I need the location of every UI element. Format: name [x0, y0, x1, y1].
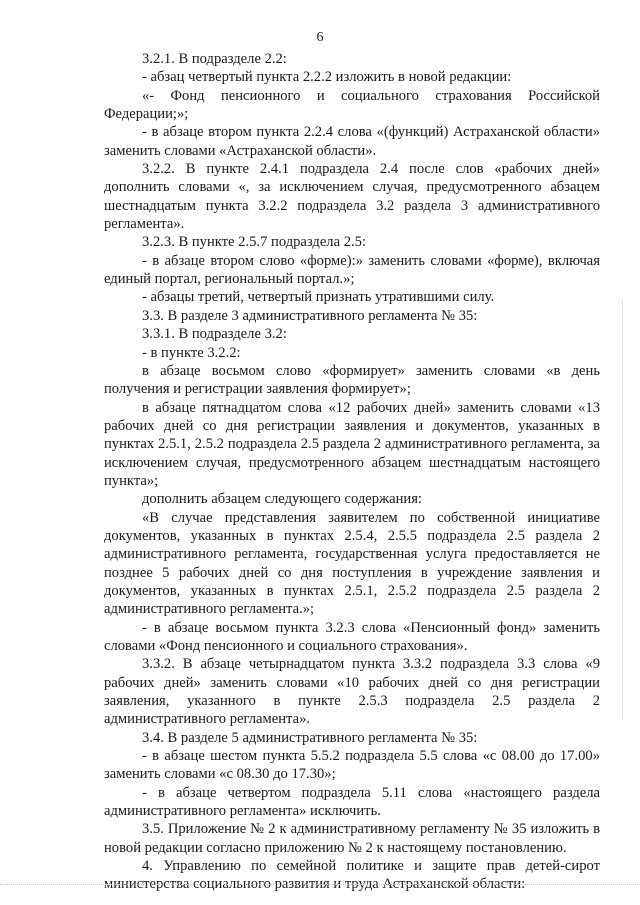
paragraph: - абзацы третий, четвертый признать утратившими силу. [142, 289, 495, 306]
paragraph: дополнить абзацем следующего содержания: [142, 491, 422, 508]
document-body [104, 50, 600, 894]
scan-edge-marks [622, 300, 624, 720]
paragraph: 3.3.1. В подразделе 3.2: [142, 326, 287, 343]
paragraph: 3.2.1. В подразделе 2.2: [142, 51, 287, 67]
paragraph: - в абзаце восьмом пункта 3.2.3 слова «Пенсионный фонд» заменить словами «Фонд пенсионного и социального страхования». [104, 619, 600, 654]
paragraph: 3.3. В разделе 3 административного регламента № 35: [142, 307, 478, 324]
paragraph: в абзаце восьмом слово «формирует» заменить словами «в день получения и регистрации заявления формирует»; [104, 362, 600, 398]
paragraph: - в пункте 3.2.2: [142, 344, 241, 361]
paragraph: - абзац четвертый пункта 2.2.2 изложить в новой редакции: [142, 69, 512, 86]
paragraph: - в абзаце втором слово «форме):» заменить словами «форме), включая единый портал, региональный портал.»; [104, 252, 600, 288]
paragraph: - в абзаце шестом пункта 5.5.2 подраздела 5.5 слова «с 08.00 до 17.00» заменить словами «с 08.30 до 17.30»; [104, 748, 600, 783]
paragraph: «В случае представления заявителем по собственной инициативе документов, указанных в пунктах 2.5.4, 2.5.5 подраздела 2.5 раздела 2 административного регламента, государственная услуга предоставляется не позднее 5 рабочих дней со дня поступления в учреждение заявления и документов, указанных в пунктах 2.5.1, 2.5.2 подраздела 2.5 раздела 2 административного регламента.»; [104, 509, 600, 618]
paragraph: 3.5. Приложение № 2 к административному регламенту № 35 изложить в новой редакции согласно приложению № 2 к настоящему постановлению. [104, 821, 600, 856]
paragraph: 3.2.2. В пункте 2.4.1 подраздела 2.4 после слов «рабочих дней» дополнить словами «, за исключением случая, предусмотренного абзацем шестнадцатым пункта 3.2.2 подраздела 3.2 раздела 3 административного регламента». [104, 161, 600, 233]
scan-bottom-marks [0, 884, 640, 886]
paragraph: - в абзаце втором пункта 2.2.4 слова «(функций) Астраханской области» заменить словами «Астраханской области». [104, 124, 600, 159]
paragraph: 3.4. В разделе 5 административного регламента № 35: [142, 729, 478, 746]
paragraph: 3.3.2. В абзаце четырнадцатом пункта 3.3.2 подраздела 3.3 слова «9 рабочих дней» заменить словами «10 рабочих дней со дня регистрации заявления, указанного в пункте 2.5.3 подраздела 2.5 раздела 2 административного регламента». [104, 656, 600, 728]
paragraph: 4. Управлению по семейной политике и защите прав детей-сирот министерства социального развития и труда Астраханской области: [104, 858, 600, 893]
paragraph: в абзаце пятнадцатом слова «12 рабочих дней» заменить словами «13 рабочих дней со дня регистрации заявления и документов, указанных в пунктах 2.5.1, 2.5.2 подраздела 2.5 раздела 2 административного регламента, за исключением случая, предусмотренного абзацем шестнадцатым настоящего пункта»; [104, 399, 600, 489]
paragraph: 3.2.3. В пункте 2.5.7 подраздела 2.5: [142, 234, 367, 251]
page-number: 6 [316, 30, 324, 45]
paragraph: - в абзаце четвертом подраздела 5.11 слова «настоящего раздела административного регламента» исключить. [104, 784, 600, 820]
paragraph: «- Фонд пенсионного и социального страхования Российской Федерации;»; [104, 87, 600, 123]
